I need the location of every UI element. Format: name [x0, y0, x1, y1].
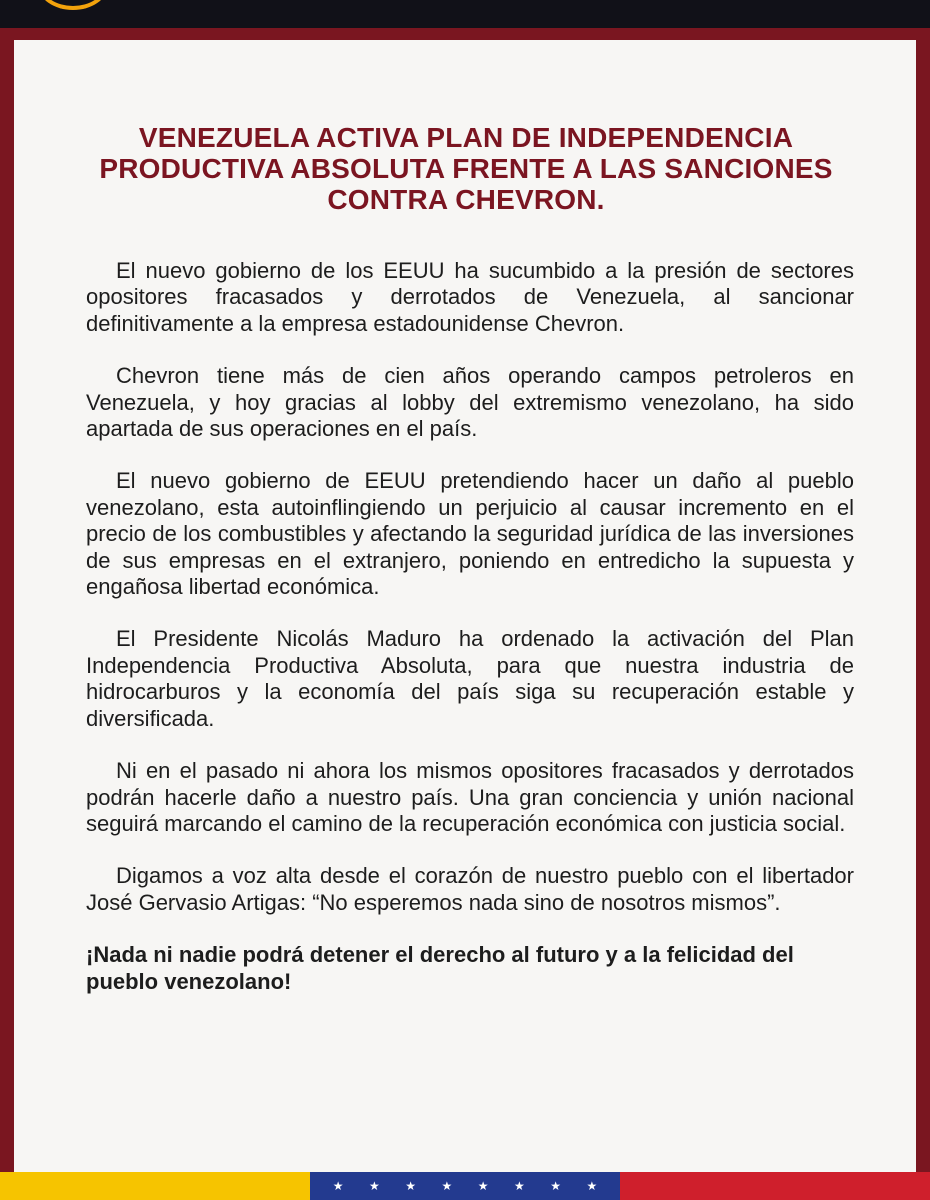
paragraph: El nuevo gobierno de EEUU pretendiendo hacer un daño al pueblo venezolano, esta autoinflingiendo un perjuicio al causar incremento en el precio de los combustibles y afectando la seguridad jurídica de las inversiones de sus empresas en el extranjero, poniendo en entredicho la supuesta y engañosa libertad económica. — [86, 468, 854, 600]
paragraph: Chevron tiene más de cien años operando campos petroleros en Venezuela, y hoy gracias al lobby del extremismo venezolano, ha sido apartada de sus operaciones en el país. — [86, 363, 854, 442]
paragraph: Digamos a voz alta desde el corazón de nuestro pueblo con el libertador José Gervasio Artigas: “No esperemos nada sino de nosotros mismos”. — [86, 863, 854, 915]
logo-icon — [38, 0, 108, 10]
flag-blue-stripe — [310, 1172, 620, 1200]
document-body — [86, 258, 854, 1021]
star-icon: ★ — [332, 1179, 344, 1193]
star-icon: ★ — [405, 1179, 416, 1193]
paragraph: El nuevo gobierno de los EEUU ha sucumbido a la presión de sectores opositores fracasados y derrotados de Venezuela, al sancionar definitivamente a la empresa estadounidense Chevron. — [86, 258, 854, 336]
star-icon: ★ — [477, 1179, 489, 1193]
star-icon: ★ — [550, 1179, 561, 1193]
document-title: VENEZUELA ACTIVA PLAN DE INDEPENDENCIA PRODUCTIVA ABSOLUTA FRENTE A LAS SANCIONES CONTRA CHEVRON. — [99, 122, 833, 215]
closing-statement: ¡Nada ni nadie podrá detener el derecho al futuro y a la felicidad del pueblo venezolano! — [86, 942, 794, 994]
flag-bar — [0, 1172, 930, 1200]
flag-red-stripe — [620, 1172, 930, 1200]
star-icon: ★ — [586, 1179, 598, 1193]
top-bar — [0, 0, 930, 28]
flag-yellow-stripe — [0, 1172, 310, 1200]
star-icon: ★ — [441, 1179, 453, 1193]
paragraph: El Presidente Nicolás Maduro ha ordenado la activación del Plan Independencia Productiva Absoluta, para que nuestra industria de hidrocarburos y la economía del país siga su recuperación estable y diversificada. — [86, 626, 854, 731]
paragraph: Ni en el pasado ni ahora los mismos opositores fracasados y derrotados podrán hacerle daño a nuestro país. Una gran conciencia y unión nacional seguirá marcando el camino de la recuperación económica con justicia social. — [86, 758, 854, 836]
star-icon: ★ — [368, 1179, 380, 1193]
star-icon: ★ — [513, 1179, 525, 1193]
